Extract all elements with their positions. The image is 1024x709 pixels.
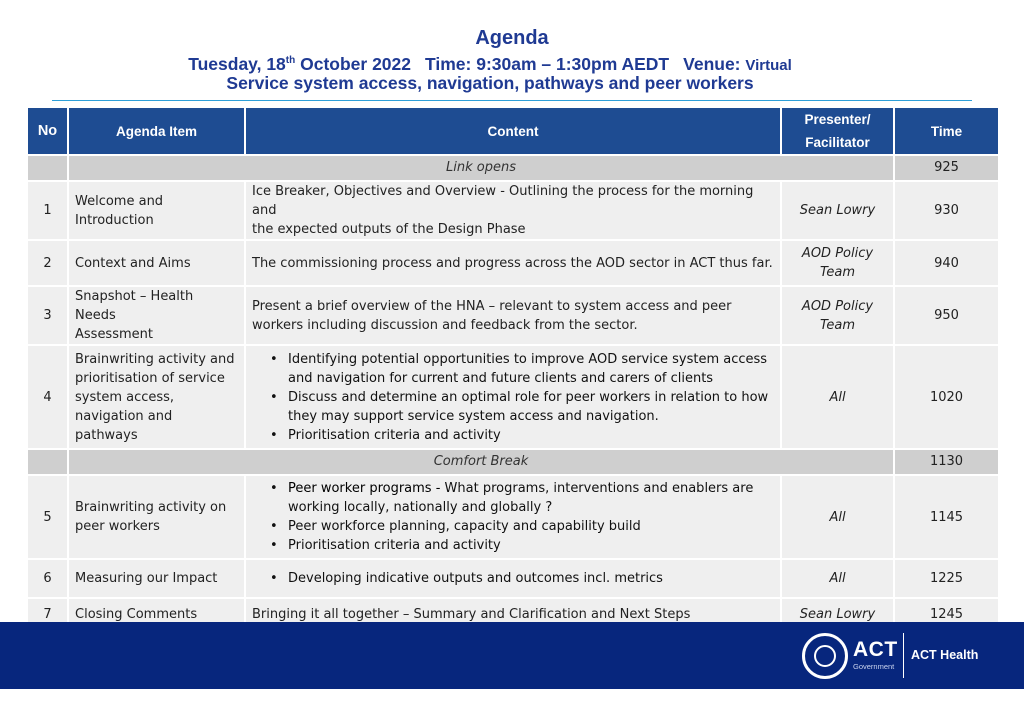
venue-label: Venue: [683,54,746,74]
list-item: • Prioritisation criteria and activity [288,536,774,555]
row-number: 4 [27,345,68,449]
band-row-comfort-break [27,449,999,475]
col-header-time: Time [894,107,999,155]
row-presenter: All [781,345,894,449]
row-item: Brainwriting activity and prioritisation of service system access, navigation and pathways [68,345,245,449]
bullet-list [252,479,774,555]
row-time: 1020 [894,345,999,449]
crest-inner [814,645,836,667]
col-header-item: Agenda Item [68,107,245,155]
table-row [27,559,999,598]
row-time: 950 [894,286,999,345]
row-content [245,559,781,598]
title-divider [52,100,972,101]
presenter-header-line1: Presenter/ [804,112,871,127]
table-row [27,240,999,286]
row-time: 940 [894,240,999,286]
table-row [27,286,999,345]
col-header-content: Content [245,107,781,155]
band-label: Comfort Break [68,449,894,475]
meeting-subtitle: Service system access, navigation, pathways and peer workers [226,73,754,93]
bullet-list [252,350,774,445]
row-content: Ice Breaker, Objectives and Overview - Outlining the process for the morning and the expected outputs of the Design Phase [245,181,781,240]
row-item: Brainwriting activity on peer workers [68,475,245,559]
row-content [245,345,781,449]
band-cell-no [27,449,68,475]
col-header-presenter [781,107,894,155]
list-item: • Developing indicative outputs and outcomes incl. metrics [288,569,774,588]
band-label: Link opens [68,155,894,181]
table-row [27,181,999,240]
row-presenter: AOD Policy Team [781,240,894,286]
agenda-table [26,106,1000,631]
row-item: Welcome and Introduction [68,181,245,240]
presenter-header-line2: Facilitator [805,135,870,150]
list-item: • Identifying potential opportunities to improve AOD service system access and navigation for current and future clients and carers of clients [288,350,774,388]
venue-value: Virtual [745,57,792,74]
row-presenter: All [781,475,894,559]
table-header-row [27,107,999,155]
bullet-list [252,569,774,588]
row-content: Present a brief overview of the HNA – relevant to system access and peer workers including discussion and feedback from the sector. [245,286,781,345]
row-presenter: Sean Lowry [781,181,894,240]
day-suffix: th [285,55,296,66]
page-title: Agenda [475,27,549,49]
row-item: Context and Aims [68,240,245,286]
logo-divider [903,633,904,678]
meeting-month-year: October 2022 [295,54,411,74]
act-crest-icon [802,633,848,679]
row-number: 7 [27,598,68,630]
row-content: Bringing it all together – Summary and Clarification and Next Steps [245,598,781,630]
list-item: • Peer worker programs - What programs, interventions and enablers are working locally, nationally and globally ? [288,479,774,517]
row-presenter: All [781,559,894,598]
row-content: The commissioning process and progress across the AOD sector in ACT thus far. [245,240,781,286]
row-time: 1225 [894,559,999,598]
band-cell-no [27,155,68,181]
band-time: 1130 [894,449,999,475]
row-time: 1145 [894,475,999,559]
logo-government-text: Government [853,662,895,671]
row-item: Measuring our Impact [68,559,245,598]
list-item: • Peer workforce planning, capacity and capability build [288,517,774,536]
list-item: • Prioritisation criteria and activity [288,426,774,445]
row-presenter: AOD Policy Team [781,286,894,345]
row-time: 1245 [894,598,999,630]
row-number: 5 [27,475,68,559]
band-time: 925 [894,155,999,181]
row-presenter: Sean Lowry [781,598,894,630]
band-row-link-opens [27,155,999,181]
meeting-time: Time: 9:30am – 1:30pm AEDT [425,54,670,74]
row-time: 930 [894,181,999,240]
logo-act-text: ACT [853,638,898,661]
logo-health-text: ACT Health [911,648,979,662]
row-content [245,475,781,559]
row-item: Closing Comments [68,598,245,630]
col-header-no: No [27,107,68,155]
row-number: 6 [27,559,68,598]
row-number: 1 [27,181,68,240]
meeting-day: Tuesday, 18 [188,54,286,74]
row-number: 3 [27,286,68,345]
table-row [27,475,999,559]
row-number: 2 [27,240,68,286]
list-item: • Discuss and determine an optimal role for peer workers in relation to how they may support service system access and navigation. [288,388,774,426]
table-row [27,345,999,449]
row-item: Snapshot – Health Needs Assessment [68,286,245,345]
